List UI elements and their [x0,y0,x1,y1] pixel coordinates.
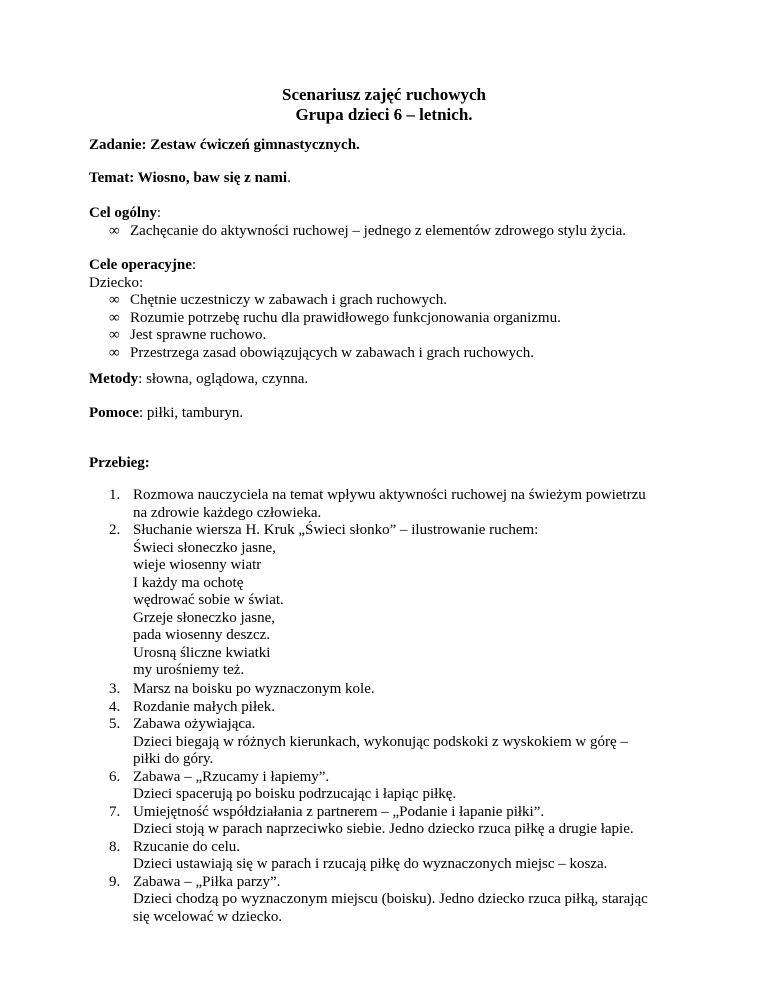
list-item: 3. Marsz na boisku po wyznaczonym kole. [109,681,375,697]
list-item: ∞ Chętnie uczestniczy w zabawach i grach ruchowych. [109,292,447,308]
cele-operacyjne-section [89,257,709,362]
przebieg-heading: Przebieg: [89,455,150,471]
bullet-icon: ∞ [109,327,120,343]
item-number: 9. [109,873,121,890]
przebieg-list-1 [89,487,709,680]
item-number: 8. [109,838,121,855]
list-item: ∞ Przestrzega zasad obowiązujących w zabawach i grach ruchowych. [109,344,534,361]
item-number: 2. [109,522,121,538]
poem-line: Świeci słoneczko jasne, [133,539,276,556]
list-item: 9. Zabawa – „Piłka parzy”. Dzieci chodzą po wyznaczonym miejscu (boisku). Jedno dziecko rzuca piłką, starając się wcelować w dziecko. [109,873,648,925]
zadanie: Zadanie: Zestaw ćwiczeń gimnastycznych. [89,137,360,153]
pomoce [89,405,709,423]
item-number: 7. [109,803,121,820]
poem-line: my urośniemy też. [133,662,245,678]
temat-label: Temat: Wiosno, baw się z nami [89,170,288,186]
przebieg-list-2 [89,681,709,926]
cel-ogolny-label: Cel ogólny [89,205,157,221]
list-item: ∞ Jest sprawne ruchowo. [109,327,267,343]
item-number: 4. [109,698,121,715]
bullet-icon: ∞ [109,292,120,308]
title-line-2: Grupa dzieci 6 – letnich. [295,105,473,124]
cele-operacyjne-heading [89,257,709,275]
metody-label: Metody [89,371,139,387]
cel-ogolny-colon: : [156,205,162,221]
metody [89,371,709,389]
cel-ogolny-item: Zachęcanie do aktywności ruchowej – jednego z elementów zdrowego stylu życia. [130,222,627,239]
cel-ogolny-heading [89,205,709,223]
list-item: 5. Zabawa ożywiająca. Dzieci biegają w różnych kierunkach, wykonując podskoki z wyskokiem w górę – piłki do góry. [109,716,628,767]
list-item: 8. Rzucanie do celu. Dzieci ustawiają się w parach i rzucają piłkę do wyznaczonych miejsc – kosza. [109,838,608,872]
list-item: 2. Słuchanie wiersza H. Kruk „Świeci słonko” – ilustrowanie ruchem: Świeci słoneczko jasne, wieje wiosenny wiatr I każdy ma ochotę wędrować sobie w świat. Grzeje słoneczko jasne, pada wiosenny deszcz. Urosną śliczne kwiatki my urośniemy też. [89,522,709,680]
list-item [89,223,709,241]
temat-tail: . [287,170,291,186]
bullet-icon: ∞ [109,222,120,239]
metody-text: : słowna, oglądowa, czynna. [138,371,309,387]
poem-line: pada wiosenny deszcz. [133,627,271,643]
cel-ogolny-section [89,205,709,240]
poem-line: Urosną śliczne kwiatki [133,644,271,661]
document-title [0,85,768,125]
item-number: 6. [109,768,121,785]
bullet-icon: ∞ [109,344,120,361]
bullet-icon: ∞ [109,309,120,326]
item-number: 5. [109,716,121,732]
poem-line: I każdy ma ochotę [133,574,244,591]
poem-line: wieje wiosenny wiatr [133,557,262,573]
pomoce-text: : piłki, tamburyn. [138,405,244,421]
item-number: 1. [109,487,121,503]
title-line-1: Scenariusz zajęć ruchowych [282,85,486,104]
cele-operacyjne-intro: Dziecko: [89,274,144,291]
list-item: 1. Rozmowa nauczyciela na temat wpływu aktywności ruchowej na świeżym powietrzu na zdrowie każdego człowieka. [109,487,646,521]
cele-operacyjne-label: Cele operacyjne [89,257,192,273]
list-item: 6. Zabawa – „Rzucamy i łapiemy”. Dzieci spacerują po boisku podrzucając i łapiąc piłkę. [109,768,457,802]
list-item: 7. Umiejętność współdziałania z partnerem – „Podanie i łapanie piłki”. Dzieci stoją w parach naprzeciwko siebie. Jedno dziecko rzuca piłkę a drugie łapie. [109,803,634,837]
pomoce-label: Pomoce [89,405,139,421]
cele-operacyjne-colon: : [191,257,197,273]
list-item: ∞ Rozumie potrzebę ruchu dla prawidłowego funkcjonowania organizmu. [109,309,561,326]
item-number: 3. [109,681,121,697]
poem-line: Grzeje słoneczko jasne, [133,609,276,626]
temat [89,170,709,188]
poem-line: wędrować sobie w świat. [133,592,284,608]
list-item: 4. Rozdanie małych piłek. [109,698,276,715]
